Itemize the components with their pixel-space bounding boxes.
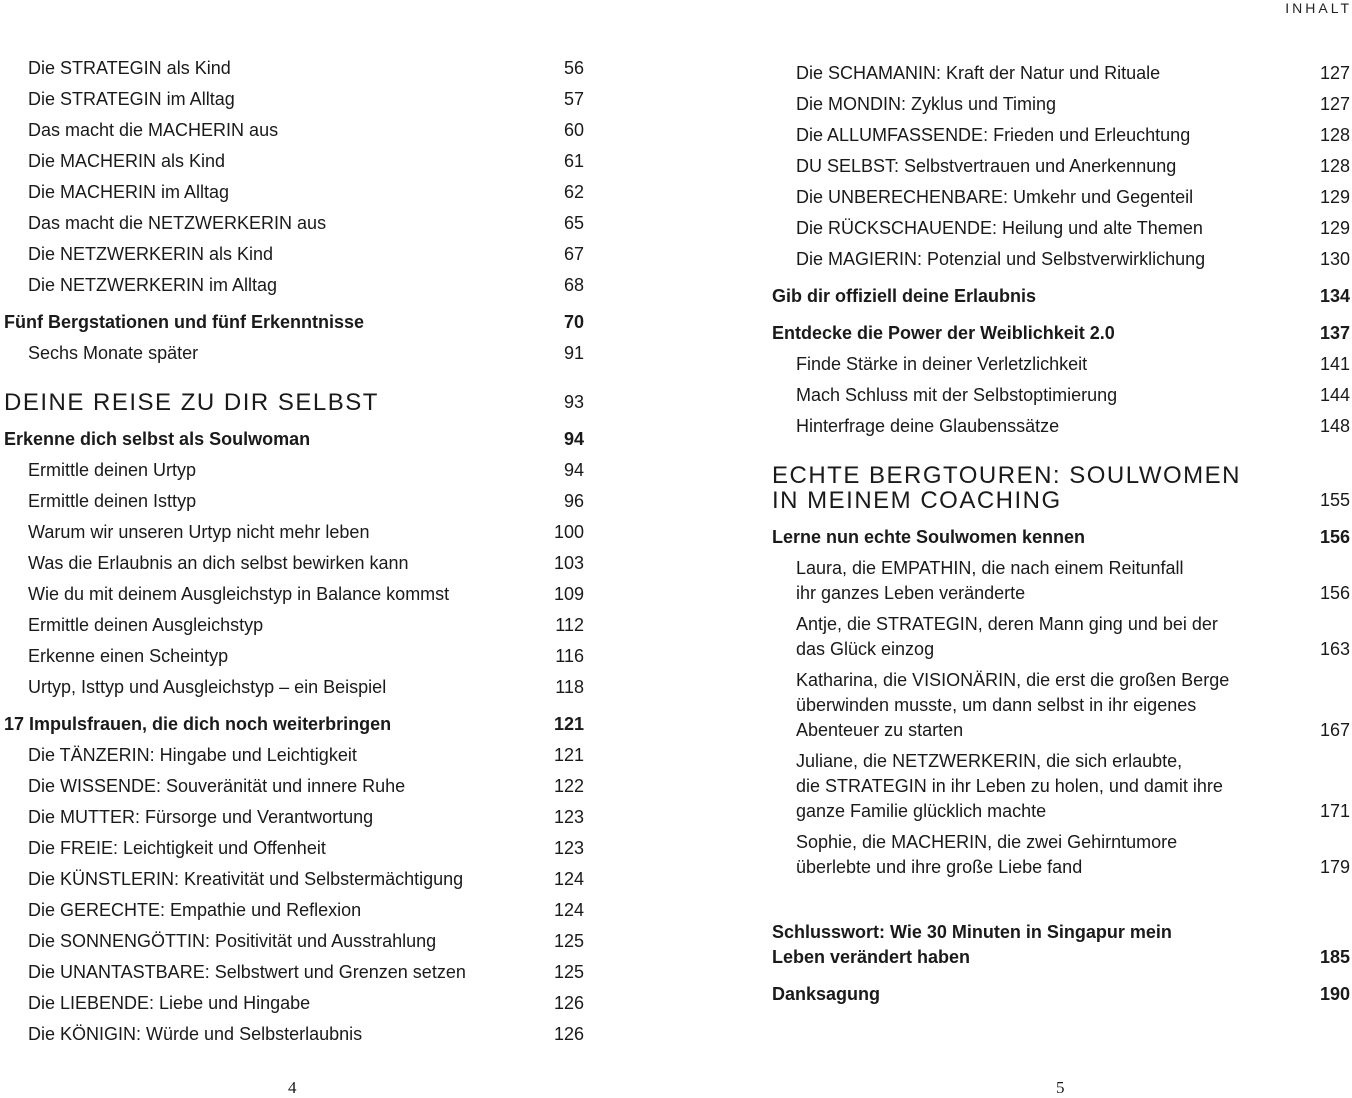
toc-entry	[4, 273, 584, 298]
toc-entry	[4, 56, 584, 81]
toc-page-number: 68	[563, 275, 584, 295]
toc-page-number: 123	[553, 838, 584, 858]
toc-entry	[4, 613, 584, 638]
running-head: INHALT	[1285, 0, 1352, 16]
toc-page-number: 60	[563, 120, 584, 140]
toc-page-number: 91	[563, 343, 584, 363]
toc-title: Die RÜCKSCHAUENDE: Heilung und alte Themen	[796, 218, 1203, 238]
toc-page-number: 141	[1319, 354, 1350, 374]
toc-entry	[772, 92, 1350, 117]
toc-page-number: 144	[1319, 385, 1350, 405]
toc-entry	[4, 180, 584, 205]
toc-title: Die MUTTER: Fürsorge und Verantwortung	[28, 807, 374, 827]
toc-title: Warum wir unseren Urtyp nicht mehr leben	[28, 522, 370, 542]
toc-title: DU SELBST: Selbstvertrauen und Anerkennung	[796, 156, 1177, 176]
toc-entry	[4, 867, 584, 892]
toc-page-number: 96	[563, 491, 584, 511]
toc-page-number: 56	[563, 58, 584, 78]
toc-entry	[772, 352, 1350, 377]
toc-page-number: 179	[1319, 857, 1350, 877]
toc-page-number: 129	[1319, 218, 1350, 238]
toc-title: Mach Schluss mit der Selbstoptimierung	[796, 385, 1118, 405]
toc-entry	[4, 458, 584, 483]
toc-entry	[772, 216, 1350, 241]
toc-page-number: 163	[1319, 639, 1350, 659]
toc-title: Das macht die MACHERIN aus	[28, 120, 279, 140]
toc-section	[4, 390, 584, 415]
toc-page-number: 100	[553, 522, 584, 542]
toc-page-number: 118	[555, 677, 584, 697]
toc-page-number: 67	[563, 244, 584, 264]
toc-title: Die NETZWERKERIN im Alltag	[28, 275, 278, 295]
toc-page-number: 61	[563, 151, 584, 171]
toc-title: Die NETZWERKERIN als Kind	[28, 244, 274, 264]
toc-page-number: 125	[553, 962, 584, 982]
toc-page-number: 126	[553, 993, 584, 1013]
toc-title: Sophie, die MACHERIN, die zwei Gehirntumore überlebte und ihre große Liebe fand	[796, 832, 1178, 877]
toc-title: Antje, die STRATEGIN, deren Mann ging und bei der das Glück einzog	[796, 614, 1218, 659]
toc-section	[772, 463, 1350, 513]
toc-title: Die MAGIERIN: Potenzial und Selbstverwirklichung	[796, 249, 1206, 269]
toc-title: Die GERECHTE: Empathie und Reflexion	[28, 900, 362, 920]
toc-head	[772, 321, 1350, 346]
toc-page-number: 121	[553, 714, 584, 734]
toc-title: Gib dir offiziell deine Erlaubnis	[772, 286, 1037, 306]
toc-page-number: 124	[553, 869, 584, 889]
toc-entry	[4, 805, 584, 830]
toc-head	[4, 712, 584, 737]
toc-entry	[772, 668, 1350, 743]
toc-title: Die UNBERECHENBARE: Umkehr und Gegenteil	[796, 187, 1194, 207]
toc-title: Die KÖNIGIN: Würde und Selbsterlaubnis	[28, 1024, 363, 1044]
toc-entry	[4, 1022, 584, 1047]
toc-title: Finde Stärke in deiner Verletzlichkeit	[796, 354, 1088, 374]
toc-title: Ermittle deinen Urtyp	[28, 460, 197, 480]
toc-head	[772, 525, 1350, 550]
toc-left-page	[4, 56, 584, 1047]
toc-entry	[4, 743, 584, 768]
toc-entry	[4, 489, 584, 514]
toc-right-page	[772, 56, 1350, 1007]
toc-entry	[772, 383, 1350, 408]
toc-page-number: 130	[1319, 249, 1350, 269]
toc-title: Urtyp, Isttyp und Ausgleichstyp – ein Beispiel	[28, 677, 387, 697]
toc-title: Schlusswort: Wie 30 Minuten in Singapur mein Leben verändert haben	[772, 922, 1172, 967]
toc-title: Danksagung	[772, 984, 881, 1004]
toc-page-number: 124	[553, 900, 584, 920]
toc-title: Die MACHERIN als Kind	[28, 151, 226, 171]
toc-entry	[4, 929, 584, 954]
toc-page-number: 57	[563, 89, 584, 109]
toc-title: 17 Impulsfrauen, die dich noch weiterbringen	[4, 714, 392, 734]
toc-title: Die MONDIN: Zyklus und Timing	[796, 94, 1057, 114]
toc-entry	[4, 582, 584, 607]
toc-page-number: 126	[553, 1024, 584, 1044]
toc-title: Ermittle deinen Ausgleichstyp	[28, 615, 264, 635]
page-number-right: 5	[1056, 1078, 1065, 1097]
toc-entry	[4, 341, 584, 366]
toc-entry	[772, 185, 1350, 210]
toc-page-number: 185	[1319, 947, 1350, 967]
toc-page-number: 190	[1319, 984, 1350, 1004]
toc-title: Erkenne einen Scheintyp	[28, 646, 229, 666]
toc-page-number: 62	[563, 182, 584, 202]
toc-entry	[4, 644, 584, 669]
toc-entry	[4, 991, 584, 1016]
toc-title: Hinterfrage deine Glaubenssätze	[796, 416, 1060, 436]
toc-page-number: 112	[555, 615, 584, 635]
toc-title: Fünf Bergstationen und fünf Erkenntnisse	[4, 312, 365, 332]
toc-title: Lerne nun echte Soulwomen kennen	[772, 527, 1086, 547]
toc-entry	[4, 774, 584, 799]
toc-title: Die FREIE: Leichtigkeit und Offenheit	[28, 838, 326, 858]
toc-title: Die SCHAMANIN: Kraft der Natur und Rituale	[796, 63, 1161, 83]
toc-page-number: 116	[555, 646, 584, 666]
toc-entry	[772, 154, 1350, 179]
toc-title: DEINE REISE ZU DIR SELBST	[4, 389, 379, 416]
toc-entry	[4, 520, 584, 545]
toc-title: Die MACHERIN im Alltag	[28, 182, 230, 202]
toc-entry	[4, 87, 584, 112]
toc-entry	[4, 211, 584, 236]
toc-page-number: 167	[1319, 720, 1350, 740]
toc-page-number: 122	[553, 776, 584, 796]
toc-entry	[4, 898, 584, 923]
toc-entry	[772, 61, 1350, 86]
toc-page-number: 156	[1319, 583, 1350, 603]
toc-page-number: 156	[1319, 527, 1350, 547]
toc-title: Katharina, die VISIONÄRIN, die erst die großen Berge überwinden musste, um dann selbst in ihr eigenes Abenteuer zu starten	[796, 670, 1230, 740]
toc-head	[4, 310, 584, 335]
toc-title: Die KÜNSTLERIN: Kreativität und Selbstermächtigung	[28, 869, 464, 889]
toc-title: Entdecke die Power der Weiblichkeit 2.0	[772, 323, 1115, 343]
toc-page-number: 137	[1319, 323, 1350, 343]
toc-page-number: 127	[1319, 63, 1350, 83]
toc-page-number: 129	[1319, 187, 1350, 207]
toc-page-number: 94	[563, 429, 584, 449]
page-number-left: 4	[288, 1078, 297, 1097]
toc-page-number: 148	[1319, 416, 1350, 436]
toc-page-number: 103	[553, 553, 584, 573]
toc-entry	[4, 242, 584, 267]
toc-title: Die ALLUMFASSENDE: Frieden und Erleuchtung	[796, 125, 1191, 145]
toc-title: Was die Erlaubnis an dich selbst bewirken kann	[28, 553, 409, 573]
toc-entry	[772, 612, 1350, 662]
toc-entry	[772, 247, 1350, 272]
toc-page-number: 65	[563, 213, 584, 233]
toc-title: Ermittle deinen Isttyp	[28, 491, 197, 511]
toc-head	[772, 920, 1350, 970]
toc-entry	[772, 123, 1350, 148]
toc-page-number: 123	[553, 807, 584, 827]
toc-title: Die UNANTASTBARE: Selbstwert und Grenzen setzen	[28, 962, 466, 982]
toc-title: Sechs Monate später	[28, 343, 199, 363]
toc-title: Die STRATEGIN als Kind	[28, 58, 231, 78]
toc-page-number: 155	[1319, 490, 1350, 510]
toc-head	[4, 427, 584, 452]
toc-title: Die TÄNZERIN: Hingabe und Leichtigkeit	[28, 745, 357, 765]
toc-page-number: 128	[1319, 125, 1350, 145]
toc-page-number: 125	[553, 931, 584, 951]
toc-entry	[4, 551, 584, 576]
toc-page-number: 134	[1319, 286, 1350, 306]
toc-entry	[4, 836, 584, 861]
toc-title: Das macht die NETZWERKERIN aus	[28, 213, 327, 233]
toc-head	[772, 284, 1350, 309]
toc-entry	[4, 118, 584, 143]
toc-page-number: 93	[563, 392, 584, 412]
toc-title: Die STRATEGIN im Alltag	[28, 89, 235, 109]
toc-page-number: 94	[563, 460, 584, 480]
toc-entry	[772, 556, 1350, 606]
toc-title: Die WISSENDE: Souveränität und innere Ruhe	[28, 776, 406, 796]
toc-entry	[772, 749, 1350, 824]
toc-title: Juliane, die NETZWERKERIN, die sich erlaubte, die STRATEGIN in ihr Leben zu holen, und damit ihre ganze Familie glücklich machte	[796, 751, 1223, 821]
toc-head	[772, 982, 1350, 1007]
toc-entry	[772, 830, 1350, 880]
toc-title: Die LIEBENDE: Liebe und Hingabe	[28, 993, 311, 1013]
toc-title: Die SONNENGÖTTIN: Positivität und Ausstrahlung	[28, 931, 437, 951]
toc-page-number: 109	[553, 584, 584, 604]
toc-title: Erkenne dich selbst als Soulwoman	[4, 429, 311, 449]
toc-page-number: 70	[563, 312, 584, 332]
toc-entry	[4, 149, 584, 174]
toc-title: ECHTE BERGTOUREN: SOULWOMEN IN MEINEM COACHING	[772, 462, 1241, 514]
toc-title: Wie du mit deinem Ausgleichstyp in Balance kommst	[28, 584, 450, 604]
toc-page-number: 128	[1319, 156, 1350, 176]
toc-page-number: 171	[1319, 801, 1350, 821]
toc-entry	[4, 675, 584, 700]
toc-entry	[772, 414, 1350, 439]
toc-page-number: 127	[1319, 94, 1350, 114]
toc-title: Laura, die EMPATHIN, die nach einem Reitunfall ihr ganzes Leben veränderte	[796, 558, 1184, 603]
toc-entry	[4, 960, 584, 985]
toc-page-number: 121	[553, 745, 584, 765]
